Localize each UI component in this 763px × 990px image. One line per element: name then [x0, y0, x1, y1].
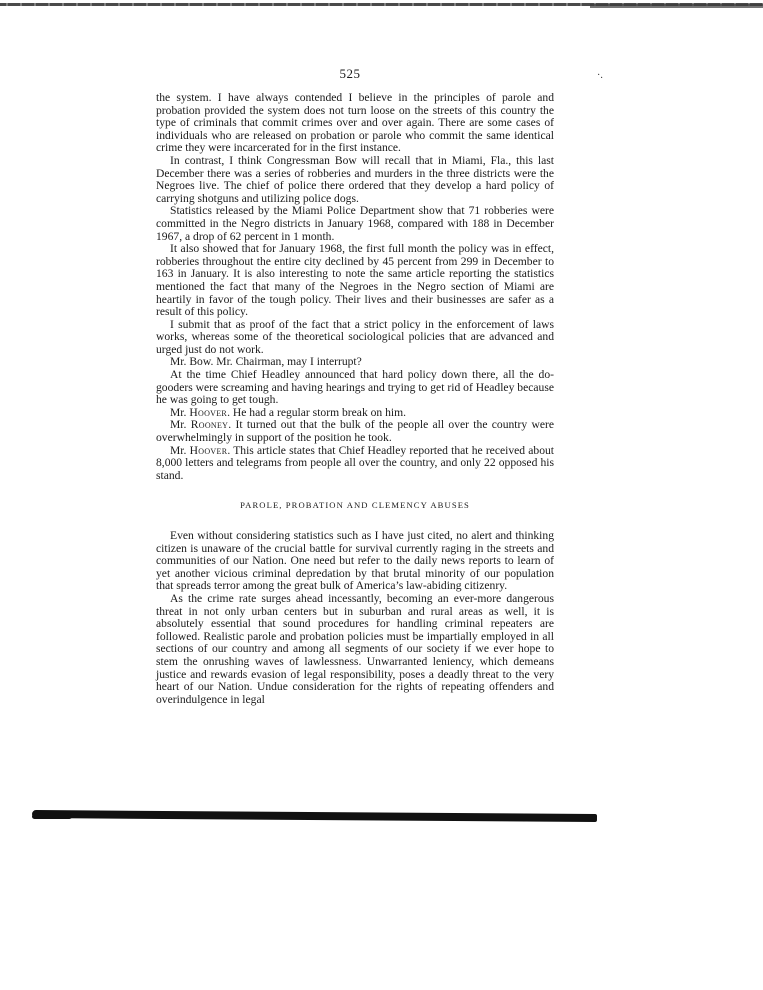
- scan-bottom-bar-tail: [32, 814, 72, 819]
- paragraph-text: . He had a regular storm break on him.: [227, 405, 407, 419]
- paragraph-text: Mr.: [170, 443, 190, 457]
- paragraph: [156, 419, 554, 444]
- speaker-name: Rooney: [190, 418, 229, 432]
- paragraph-text: In contrast, I think Congressman Bow will recall that in Miami, Fla., this last December there was a series of robberies and murders in the three districts were the Negroes live. The chief of police there ordered that they develop a hard policy of carrying shotguns and utilizing police dogs.: [156, 153, 554, 205]
- paragraph-text: Statistics released by the Miami Police Department show that 71 robberies were committed in the Negro districts in January 1968, compared with 188 in December 1967, a drop of 62 percent in 1 month.: [156, 204, 554, 243]
- scan-edge-top-right: [590, 4, 763, 8]
- paragraph-text: . It turned out that the bulk of the people all over the country were overwhelmingly in support of the position he took.: [156, 418, 555, 445]
- section-heading: PAROLE, PROBATION AND CLEMENCY ABUSES: [240, 500, 470, 511]
- section-paragraphs: [156, 530, 554, 706]
- speaker-name: Hoover: [189, 405, 228, 419]
- paragraph: [156, 205, 554, 243]
- paragraph-text: As the crime rate surges ahead incessantly, becoming an ever-more dangerous threat in not only urban centers but in suburban and rural areas as well, it is absolutely essential that sound procedures for handling criminal repeaters are followed. Realistic parole and probation policies must be impartially employed in all sections of our country and among all segments of our society if we ever hope to stem the onrushing waves of lawlessness. Unwarranted leniency, which demeans justice and rewards evasion of legal responsibility, poses a deadly threat to the very heart of our Nation. Undue consideration for the rights of repeating offenders and overindulgence in legal: [156, 591, 554, 706]
- paragraph: [156, 92, 554, 155]
- page-number: 525: [339, 66, 361, 81]
- scan-bottom-bar: [32, 810, 597, 822]
- paragraph: [156, 593, 554, 706]
- paragraph-text: Even without considering statistics such as I have just cited, no alert and thinking citizen is unaware of the crucial battle for survival currently raging in the streets and communities of our Nation. One need but refer to the daily news reports to learn of yet another vicious criminal depredation by that brutal minority of our population that spreads terror among the great bulk of America’s law-abiding citizenry.: [156, 529, 554, 593]
- paragraph-text: It also showed that for January 1968, the first full month the policy was in effect, robberies throughout the entire city declined by 45 percent from 299 in December to 163 in January. It is also interesting to note the same article reporting the statistics mentioned the fact that many of the Negroes in the Negro section of Miami are heartily in favor of the tough policy. Their lives and their businesses are safer as a result of this policy.: [156, 242, 554, 319]
- paragraph-text: Mr. Bow. Mr. Chairman, may I interrupt?: [170, 355, 362, 369]
- testimony-paragraphs: [156, 92, 554, 482]
- paragraph: [156, 445, 554, 483]
- paragraph: [156, 155, 554, 205]
- speaker-name: Hoover: [189, 443, 228, 457]
- paragraph-text: the system. I have always contended I believe in the principles of parole and probation provided the system does not turn loose on the streets of this country the type of criminals that commit crimes over and over again. There are some cases of individuals who are released on probation or parole who commit the same identical crime they were incarcerated for in the first instance.: [156, 91, 554, 155]
- paragraph-text: . This article states that Chief Headley reported that he received about 8,000 letters and telegrams from people all over the country, and only 22 opposed his stand.: [156, 443, 555, 482]
- paragraph-text: I submit that as proof of the fact that a strict policy in the enforcement of laws works, whereas some of the theoretical sociological policies that are advanced and urged just do not work.: [156, 317, 554, 356]
- paragraph-text: Mr.: [170, 418, 191, 432]
- paragraph: [156, 319, 554, 357]
- paragraph-text: Mr.: [170, 405, 190, 419]
- paragraph: [156, 369, 554, 407]
- paragraph-text: At the time Chief Headley announced that hard policy down there, all the do-gooders were screaming and having hearings and trying to get rid of Headley because he was going to get tough.: [156, 368, 554, 407]
- body-text: [156, 92, 554, 706]
- scan-speck: ·.: [597, 70, 603, 81]
- paragraph: [156, 243, 554, 319]
- paragraph: [156, 530, 554, 593]
